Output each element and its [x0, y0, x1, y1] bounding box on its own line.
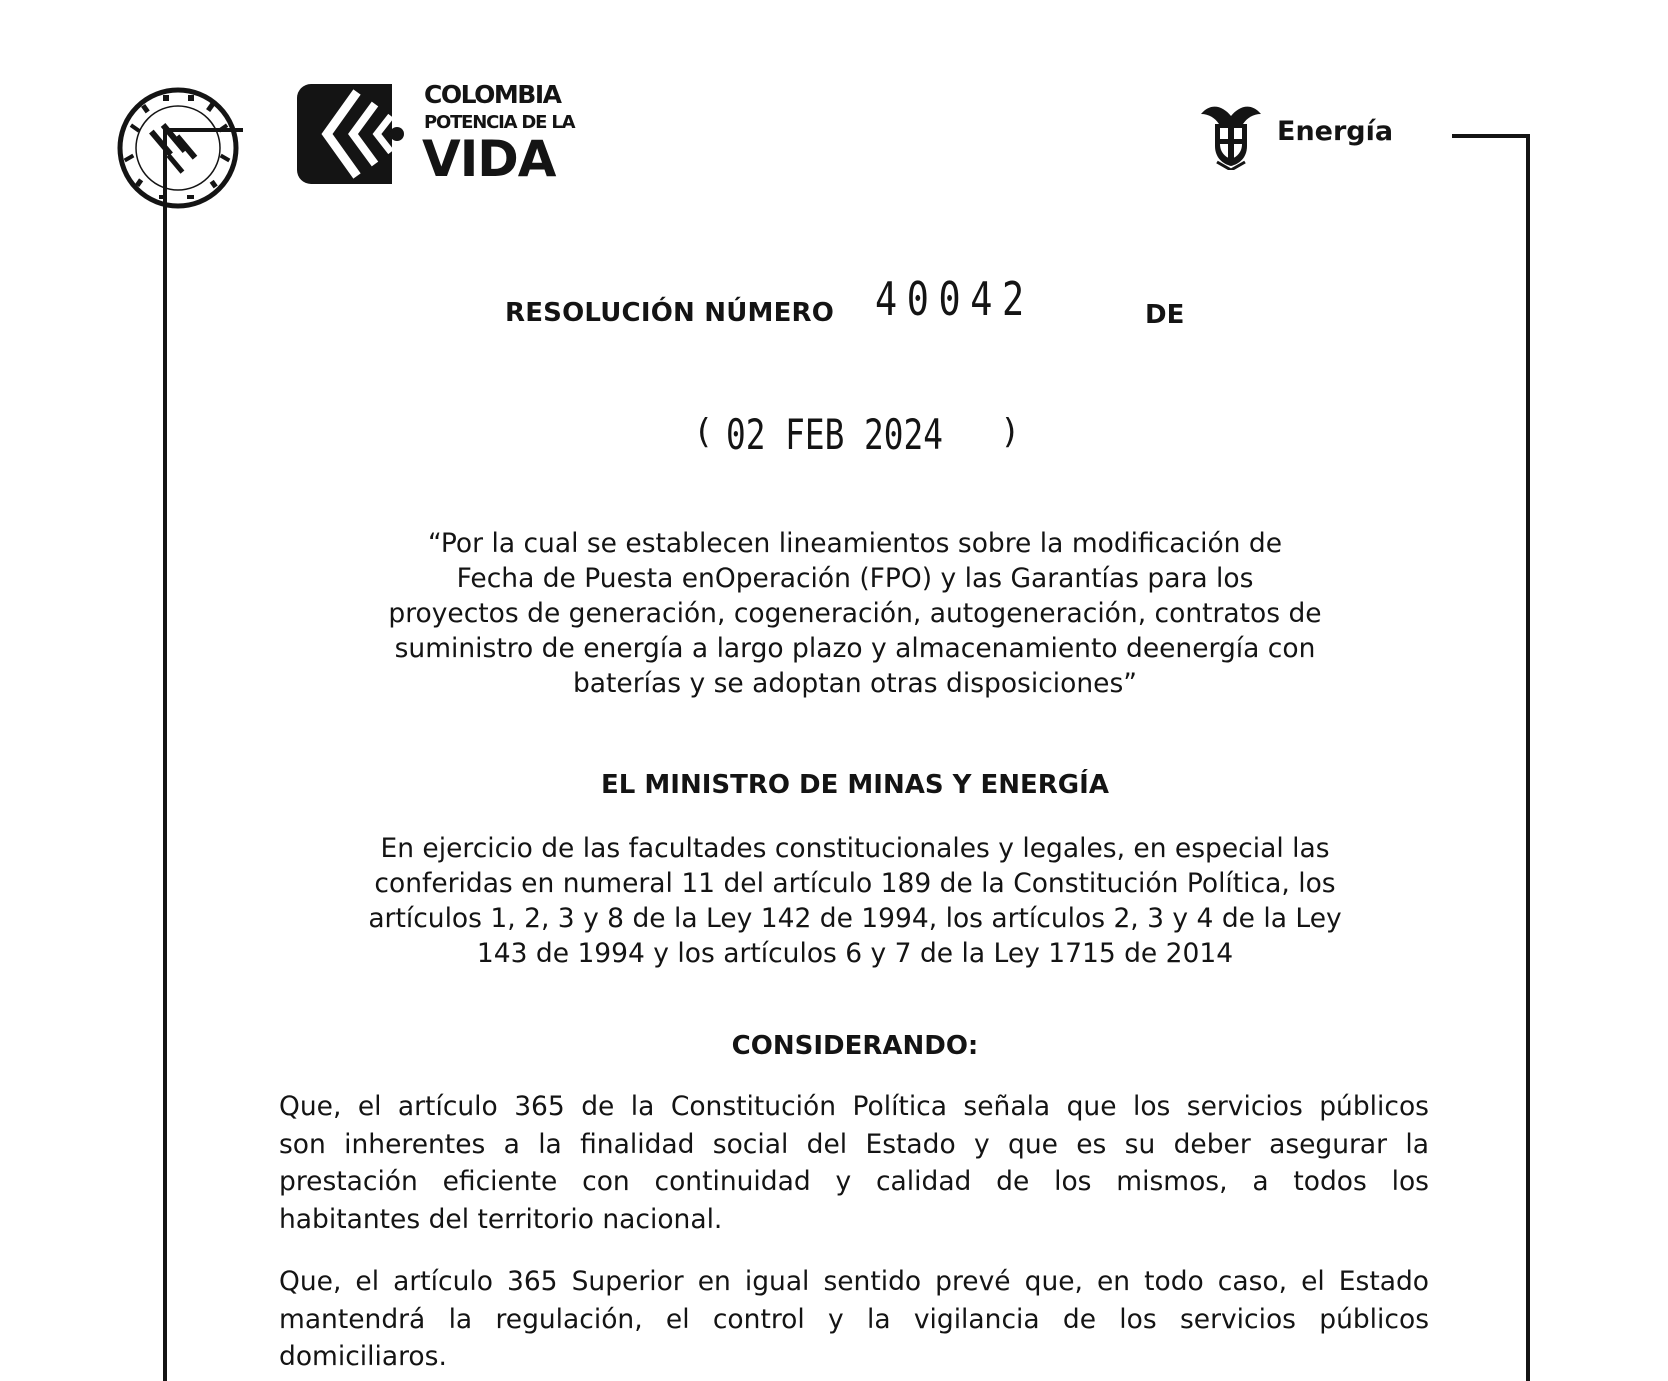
resolution-number: 40042	[875, 272, 1034, 326]
page-frame-right-line	[1526, 134, 1530, 1381]
brand-line-potencia: POTENCIA DE LA	[424, 112, 575, 133]
resolution-date-stamp: 02 FEB 2024	[726, 410, 943, 459]
energy-transition-seal	[113, 83, 243, 213]
brand-line-vida: VIDA	[422, 130, 556, 188]
paragraph-line: prestación eficiente con continuidad y calidad de los mismos, a todos los	[279, 1166, 1429, 1197]
ministry-logo	[1197, 100, 1417, 170]
paragraph-line: domiciliaros.	[279, 1341, 447, 1372]
title-line: Fecha de Puesta enOperación (FPO) y las Garantías para los	[456, 563, 1254, 594]
legal-basis-line: artículos 1, 2, 3 y 8 de la Ley 142 de 1994, los artículos 2, 3 y 4 de la Ley	[368, 903, 1342, 934]
page-frame-right-tick	[1452, 134, 1530, 138]
coat-of-arms-icon	[1197, 100, 1265, 170]
date-close-paren: )	[1000, 412, 1021, 452]
title-line: “Por la cual se establecen lineamientos sobre la modificación de	[427, 528, 1283, 559]
paragraph-line: mantendrá la regulación, el control y la vigilancia de los servicios públicos	[279, 1303, 1429, 1335]
legal-basis-line: En ejercicio de las facultades constitucionales y legales, en especial las	[380, 833, 1330, 864]
considerando-heading: CONSIDERANDO:	[731, 1031, 979, 1061]
considerando-paragraph-1	[279, 1088, 1429, 1238]
colombia-potencia-de-la-vida-logo	[297, 80, 597, 190]
title-line: proyectos de generación, cogeneración, autogeneración, contratos de	[388, 598, 1322, 629]
brand-line-colombia: COLOMBIA	[424, 80, 561, 109]
legal-basis-line: conferidas en numeral 11 del artículo 189 de la Constitución Política, los	[374, 868, 1336, 899]
considerando-paragraph-2	[279, 1263, 1429, 1376]
brand-signal-mark-icon	[297, 84, 407, 184]
title-line: suministro de energía a largo plazo y almacenamiento deenergía con	[394, 633, 1316, 664]
ministry-name: Energía	[1277, 116, 1394, 147]
paragraph-line: Que, el artículo 365 de la Constitución Política señala que los servicios públicos	[279, 1091, 1429, 1122]
resolution-label: RESOLUCIÓN NÚMERO	[505, 298, 835, 328]
legal-basis-text	[300, 831, 1410, 971]
paragraph-line: son inherentes a la finalidad social del Estado y que es su deber asegurar la	[279, 1128, 1429, 1160]
title-line: baterías y se adoptan otras disposiciones”	[572, 668, 1137, 699]
minister-heading: EL MINISTRO DE MINAS Y ENERGÍA	[601, 770, 1109, 800]
resolution-title	[300, 526, 1410, 701]
resolution-de-label: DE	[1145, 300, 1185, 330]
page-frame-left-line	[163, 128, 167, 1381]
date-open-paren: (	[693, 412, 714, 452]
paragraph-line: habitantes del territorio nacional.	[279, 1203, 723, 1235]
legal-basis-line: 143 de 1994 y los artículos 6 y 7 de la Ley 1715 de 2014	[476, 938, 1234, 969]
paragraph-line: Que, el artículo 365 Superior en igual sentido prevé que, en todo caso, el Estado	[279, 1266, 1429, 1297]
